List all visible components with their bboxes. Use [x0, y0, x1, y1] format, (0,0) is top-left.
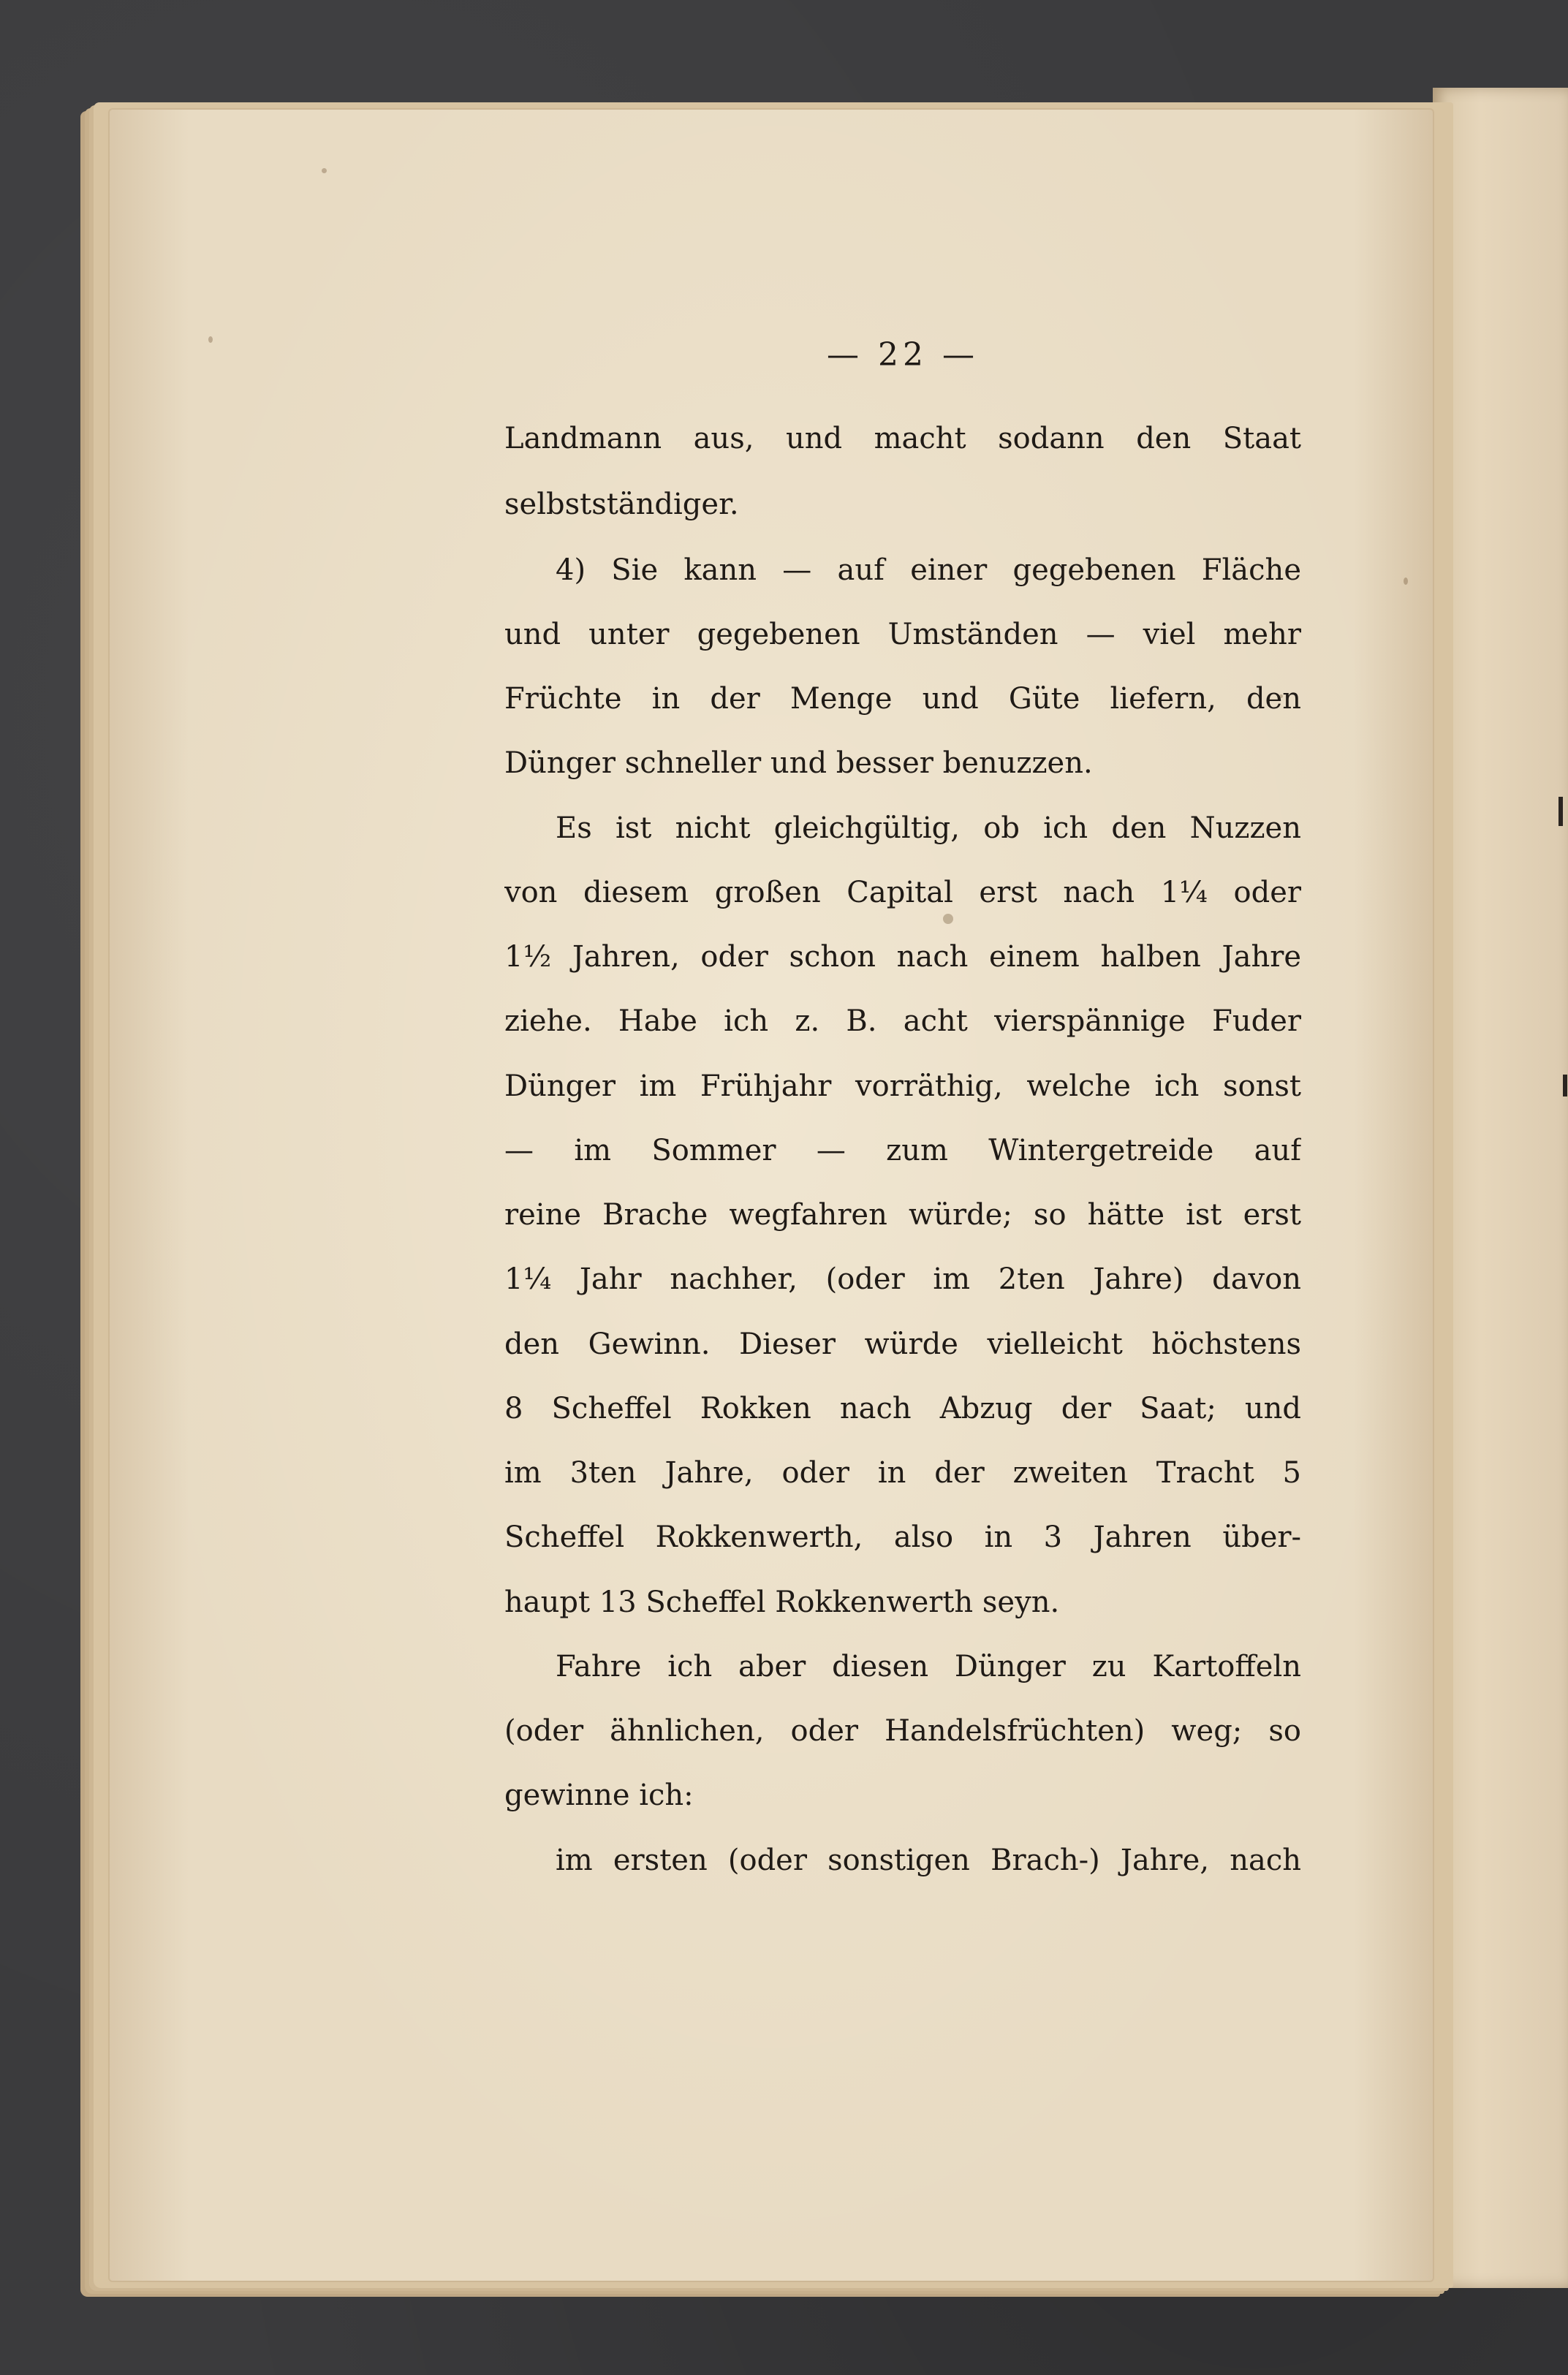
- text-line: im ersten (oder sonstigen Brach-) Jahre, nach: [556, 1844, 1301, 1877]
- text-line: Landmann aus, und macht sodann den Staat: [504, 422, 1301, 455]
- text-line: 8 Scheffel Rokken nach Abzug der Saat; und: [504, 1392, 1301, 1425]
- text-line: Es ist nicht gleichgültig, ob ich den Nuzzen: [556, 811, 1301, 845]
- text-line: haupt 13 Scheffel Rokkenwerth seyn.: [504, 1586, 1060, 1619]
- text-line: selbstständiger.: [504, 488, 739, 521]
- text-line: von diesem großen Capital erst nach 1¼ oder: [504, 876, 1301, 909]
- text-line: gewinne ich:: [504, 1779, 694, 1812]
- text-line: 1¼ Jahr nachher, (oder im 2ten Jahre) davon: [504, 1262, 1301, 1296]
- facing-page-mark: [1558, 797, 1563, 826]
- text-line: den Gewinn. Dieser würde vielleicht höchstens: [504, 1327, 1301, 1361]
- text-line: ziehe. Habe ich z. B. acht vierspännige Fuder: [504, 1004, 1301, 1038]
- page-number: — 22 —: [827, 336, 979, 374]
- text-line: im 3ten Jahre, oder in der zweiten Tracht 5: [504, 1456, 1301, 1490]
- paper-speck: [322, 168, 327, 173]
- text-line: Scheffel Rokkenwerth, also in 3 Jahren über-: [504, 1520, 1301, 1554]
- text-line: (oder ähnlichen, oder Handelsfrüchten) weg; so: [504, 1714, 1301, 1748]
- text-line: reine Brache wegfahren würde; so hätte ist erst: [504, 1198, 1301, 1232]
- text-line: und unter gegebenen Umständen — viel mehr: [504, 618, 1301, 651]
- paper-speck: [1404, 577, 1408, 585]
- facing-page-mark: [1563, 1075, 1567, 1096]
- text-line: — im Sommer — zum Wintergetreide auf: [504, 1134, 1301, 1167]
- text-line: 1½ Jahren, oder schon nach einem halben Jahre: [504, 940, 1301, 974]
- paper-speck: [943, 914, 953, 924]
- text-line: Früchte in der Menge und Güte liefern, den: [504, 682, 1301, 716]
- text-line: Fahre ich aber diesen Dünger zu Kartoffeln: [556, 1650, 1301, 1683]
- paper-speck: [208, 336, 213, 343]
- text-line: 4) Sie kann — auf einer gegebenen Fläche: [556, 553, 1301, 587]
- text-line: Dünger im Frühjahr vorräthig, welche ich sonst: [504, 1069, 1301, 1103]
- text-line: Dünger schneller und besser benuzzen.: [504, 746, 1093, 780]
